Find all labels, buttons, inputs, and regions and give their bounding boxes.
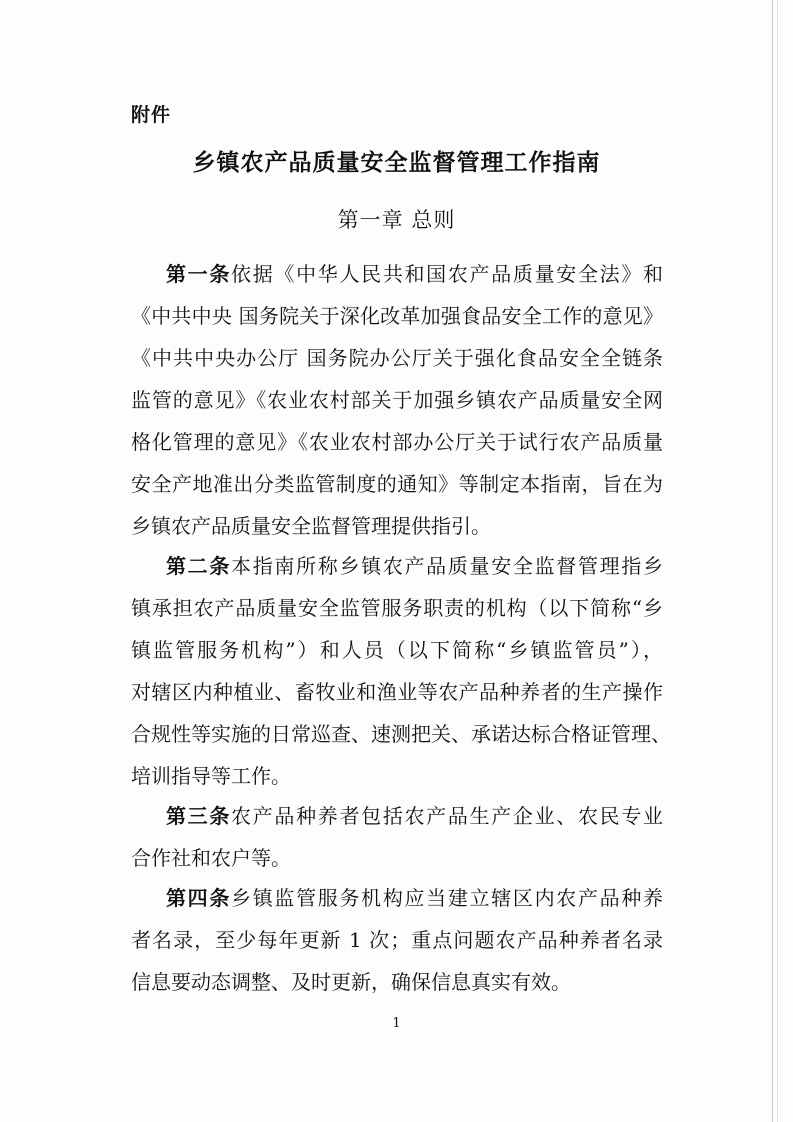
article-1-line-6: 安全产地准出分类监管制度的通知》等制定本指南，旨在为 [131,472,663,496]
article-4-line-3: 信息要动态调整、及时更新，确保信息真实有效。 [131,970,571,994]
article-4-line-1: 第四条乡镇监管服务机构应当建立辖区内农产品种养 [166,886,664,910]
article-2-label: 第二条 [166,554,232,578]
article-2-line-1: 第二条本指南所称乡镇农产品质量安全监督管理指乡 [166,554,664,578]
article-4-label: 第四条 [166,886,232,910]
article-2-line-4: 对辖区内种植业、畜牧业和渔业等农产品种养者的生产操作 [131,680,663,704]
article-1-line-5: 格化管理的意见》《农业农村部办公厅关于试行农产品质量 [131,430,663,454]
article-2-line-3: 镇监管服务机构”）和人员（以下简称“乡镇监管员”）， [131,638,663,662]
article-1-line-3: 《中共中央办公厅 国务院办公厅关于强化食品安全全链条 [131,346,663,370]
article-1-line-4: 监管的意见》《农业农村部关于加强乡镇农产品质量安全网 [131,388,663,412]
article-1-line-7: 乡镇农产品质量安全监督管理提供指引。 [131,514,491,538]
article-3-line-2: 合作社和农户等。 [131,846,291,870]
chapter-heading: 第一章 总则 [337,208,456,232]
article-2-line-2: 镇承担农产品质量安全监管服务职责的机构（以下简称“乡 [131,596,663,620]
article-3-line-1: 第三条农产品种养者包括农产品生产企业、农民专业 [166,804,664,828]
article-1-label: 第一条 [166,262,232,286]
page-number: 1 [392,1016,401,1031]
attachment-label: 附件 [131,104,172,126]
document-title: 乡镇农产品质量安全监督管理工作指南 [192,150,601,176]
article-4-line-2: 者名录，至少每年更新 1 次；重点问题农产品种养者名录 [131,928,663,952]
article-2-line-6: 培训指导等工作。 [131,764,291,788]
article-3-label: 第三条 [166,804,232,828]
article-1-line-2: 《中共中央 国务院关于深化改革加强食品安全工作的意见》 [131,304,663,328]
article-2-line-5: 合规性等实施的日常巡查、速测把关、承诺达标合格证管理、 [131,722,671,746]
article-1-line-1: 第一条依据《中华人民共和国农产品质量安全法》和 [166,262,664,286]
